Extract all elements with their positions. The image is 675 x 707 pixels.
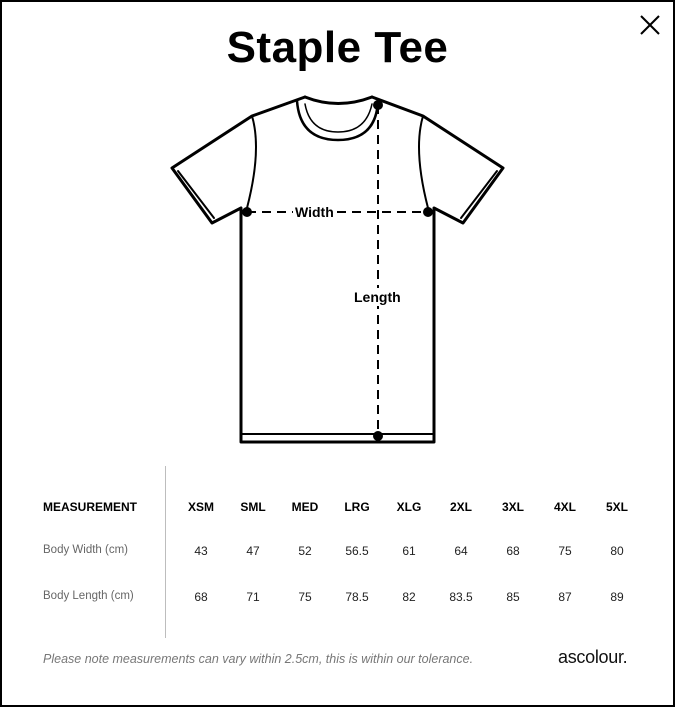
tshirt-collar — [305, 97, 372, 104]
table-cell: 85 — [506, 590, 520, 604]
table-divider — [165, 466, 166, 638]
tshirt-left-sleeve-seam — [247, 116, 256, 208]
row-label-body-width: Body Width (cm) — [43, 544, 128, 556]
table-cell: 43 — [194, 544, 208, 558]
tolerance-note: Please note measurements can vary within 2.5cm, this is within our tolerance. — [43, 652, 474, 666]
table-cell: 47 — [246, 544, 260, 558]
measure-point — [373, 100, 383, 110]
measure-point — [423, 207, 433, 217]
table-cell: 82 — [402, 590, 416, 604]
table-cell: 68 — [194, 590, 208, 604]
table-cell: 61 — [402, 544, 416, 558]
size-header: XSM — [187, 500, 214, 514]
size-header: LRG — [344, 500, 370, 514]
brand-logo: ascolour. — [558, 647, 628, 667]
width-label: Width — [295, 204, 334, 220]
table-cell: 71 — [246, 590, 260, 604]
size-header: 5XL — [605, 500, 628, 514]
size-header: SML — [240, 500, 266, 514]
table-cell: 75 — [298, 590, 312, 604]
size-header: MED — [291, 500, 319, 514]
page-title: Staple Tee — [226, 23, 449, 72]
table-cell: 64 — [454, 544, 468, 558]
table-cell: 87 — [558, 590, 572, 604]
measurement-header: MEASUREMENT — [43, 500, 138, 514]
size-header: 3XL — [501, 500, 524, 514]
table-cell: 89 — [610, 590, 624, 604]
size-header: 2XL — [449, 500, 472, 514]
row-label-body-length: Body Length (cm) — [43, 590, 134, 602]
measure-point — [373, 431, 383, 441]
length-label: Length — [354, 289, 401, 305]
table-cell: 68 — [506, 544, 520, 558]
table-cell: 83.5 — [449, 590, 473, 604]
size-header: XLG — [396, 500, 422, 514]
table-cell: 52 — [298, 544, 312, 558]
tshirt-outline — [172, 97, 503, 442]
table-cell: 80 — [610, 544, 624, 558]
size-header: 4XL — [553, 500, 576, 514]
measure-point — [242, 207, 252, 217]
table-cell: 78.5 — [345, 590, 369, 604]
tshirt-right-sleeve-seam — [419, 116, 428, 208]
table-cell: 56.5 — [345, 544, 369, 558]
table-cell: 75 — [558, 544, 572, 558]
